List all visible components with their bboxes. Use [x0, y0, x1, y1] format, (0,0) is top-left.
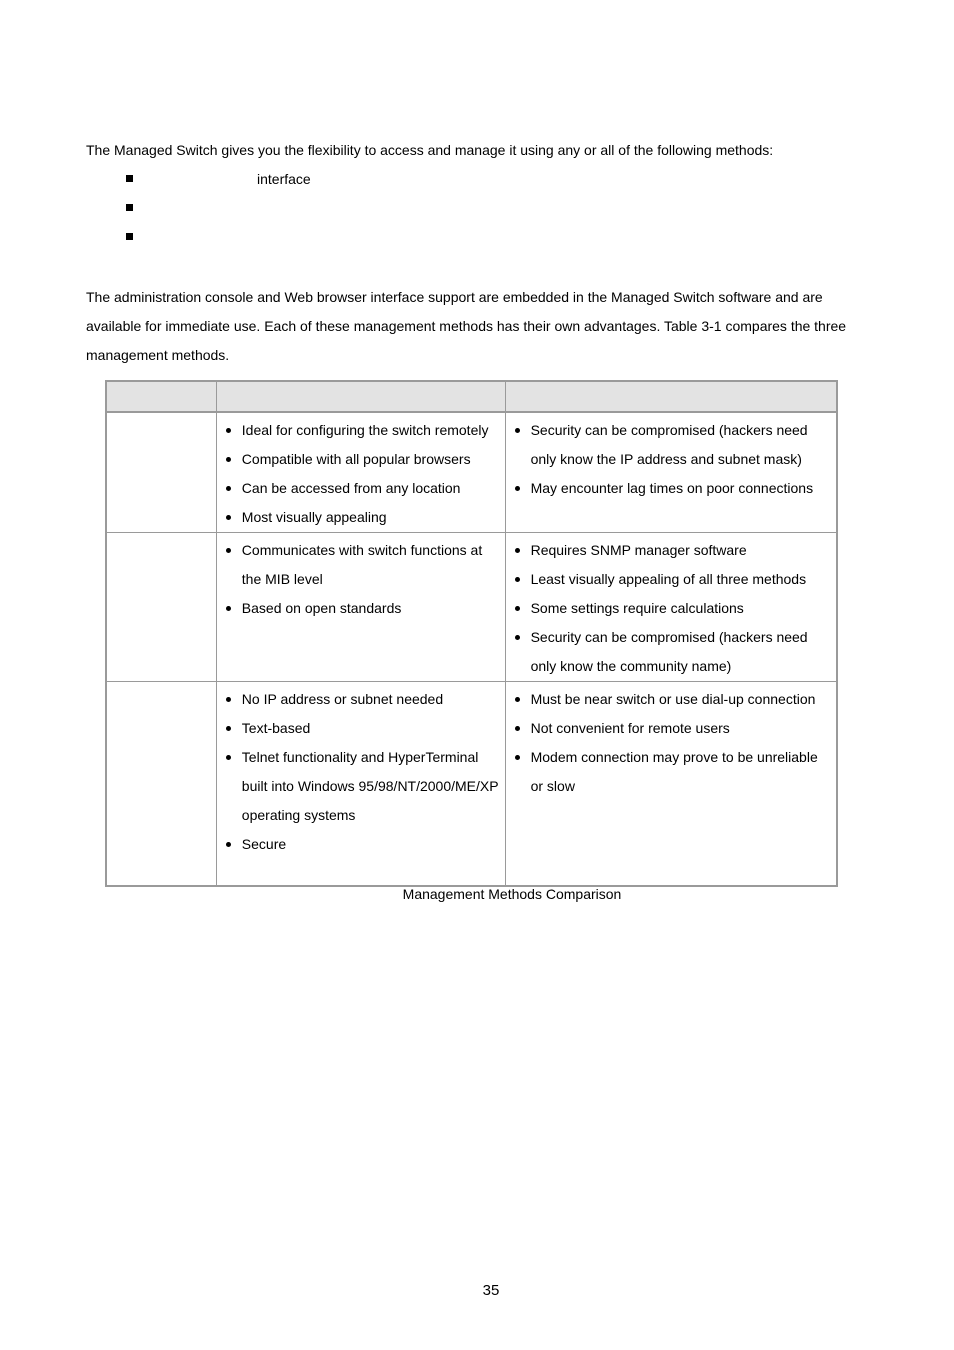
bullet-dot-icon — [226, 515, 231, 520]
disadvantages-list — [512, 536, 830, 681]
list-item — [512, 714, 830, 743]
list-item — [223, 416, 499, 445]
description-paragraph — [86, 283, 886, 370]
list-item — [223, 685, 499, 714]
advantages-list — [223, 416, 499, 532]
list-item — [223, 445, 499, 474]
bullet-dot-icon — [515, 486, 520, 491]
list-item-text: Modem connection may prove to be unreliable or slow — [530, 749, 818, 794]
list-item — [223, 594, 499, 623]
list-item — [512, 685, 830, 714]
bullet-dot-icon — [515, 726, 520, 731]
list-item — [512, 536, 830, 565]
list-item-text: Requires SNMP manager software — [530, 542, 747, 558]
paragraph-line: available for immediate use. Each of these management methods has their own advantages. Table 3-1 compares the three — [86, 318, 847, 334]
list-item-text: Ideal for configuring the switch remotely — [241, 422, 489, 438]
table-row — [106, 682, 837, 887]
square-bullet-icon — [126, 175, 133, 182]
bullet-text: interface — [257, 171, 311, 187]
advantages-cell — [216, 682, 505, 887]
list-item-text: Security can be compromised (hackers need only know the community name) — [530, 629, 808, 674]
bullet-dot-icon — [226, 842, 231, 847]
paragraph-line: The administration console and Web browser interface support are embedded in the Managed Switch software and are — [86, 289, 823, 305]
comparison-table — [105, 380, 838, 887]
list-item-text: Can be accessed from any location — [241, 480, 461, 496]
list-item-text: Compatible with all popular browsers — [241, 451, 471, 467]
list-item-text: No IP address or subnet needed — [241, 691, 444, 707]
bullet-dot-icon — [226, 697, 231, 702]
paragraph-line: management methods. — [86, 347, 230, 363]
header-advantages — [216, 381, 505, 412]
bullet-dot-icon — [226, 726, 231, 731]
method-cell — [106, 682, 216, 887]
method-cell — [106, 412, 216, 533]
list-item — [223, 743, 499, 830]
square-bullet-icon — [126, 233, 133, 240]
bullet-dot-icon — [515, 548, 520, 553]
bullet-dot-icon — [515, 577, 520, 582]
list-item — [223, 474, 499, 503]
list-item-text: Communicates with switch functions at the MIB level — [241, 542, 483, 587]
bullet-dot-icon — [226, 606, 231, 611]
list-item — [512, 743, 830, 801]
disadvantages-cell — [505, 682, 837, 887]
method-cell — [106, 533, 216, 682]
bullet-dot-icon — [226, 548, 231, 553]
list-item-text: Text-based — [241, 720, 311, 736]
bullet-dot-icon — [515, 606, 520, 611]
bullet-dot-icon — [515, 428, 520, 433]
list-item — [223, 714, 499, 743]
list-item-text: Telnet functionality and HyperTerminal built into Windows 95/98/NT/2000/ME/XP operating systems — [241, 749, 499, 823]
list-item-text: Least visually appealing of all three methods — [530, 571, 807, 587]
advantages-list — [223, 536, 499, 623]
advantages-list — [223, 685, 499, 859]
list-item — [223, 536, 499, 594]
list-item — [512, 623, 830, 681]
disadvantages-list — [512, 685, 830, 801]
header-disadvantages — [505, 381, 837, 412]
list-item — [512, 474, 830, 503]
table-caption: Management Methods Comparison — [402, 886, 622, 902]
square-bullet-icon — [126, 204, 133, 211]
list-item-text: May encounter lag times on poor connections — [530, 480, 814, 496]
bullet-dot-icon — [515, 635, 520, 640]
list-item — [512, 416, 830, 474]
header-method — [106, 381, 216, 412]
intro-text: The Managed Switch gives you the flexibility to access and manage it using any or all of the following methods: — [86, 142, 774, 158]
list-item — [512, 594, 830, 623]
bullet-dot-icon — [226, 486, 231, 491]
list-item-text: Security can be compromised (hackers need only know the IP address and subnet mask) — [530, 422, 808, 467]
list-item — [512, 565, 830, 594]
disadvantages-cell — [505, 533, 837, 682]
page-number: 35 — [482, 1282, 500, 1299]
list-item-text: Must be near switch or use dial-up connection — [530, 691, 816, 707]
list-item — [223, 830, 499, 859]
advantages-cell — [216, 533, 505, 682]
bullet-dot-icon — [226, 457, 231, 462]
list-item-text: Most visually appealing — [241, 509, 387, 525]
disadvantages-list — [512, 416, 830, 503]
table-row — [106, 533, 837, 682]
bullet-dot-icon — [515, 755, 520, 760]
list-item — [223, 503, 499, 532]
advantages-cell — [216, 412, 505, 533]
table-header-row — [106, 381, 837, 412]
list-item-text: Some settings require calculations — [530, 600, 744, 616]
bullet-dot-icon — [226, 428, 231, 433]
bullet-dot-icon — [226, 755, 231, 760]
bullet-dot-icon — [515, 697, 520, 702]
disadvantages-cell — [505, 412, 837, 533]
list-item-text: Not convenient for remote users — [530, 720, 730, 736]
list-item-text: Based on open standards — [241, 600, 402, 616]
list-item-text: Secure — [241, 836, 287, 852]
table-row — [106, 412, 837, 533]
